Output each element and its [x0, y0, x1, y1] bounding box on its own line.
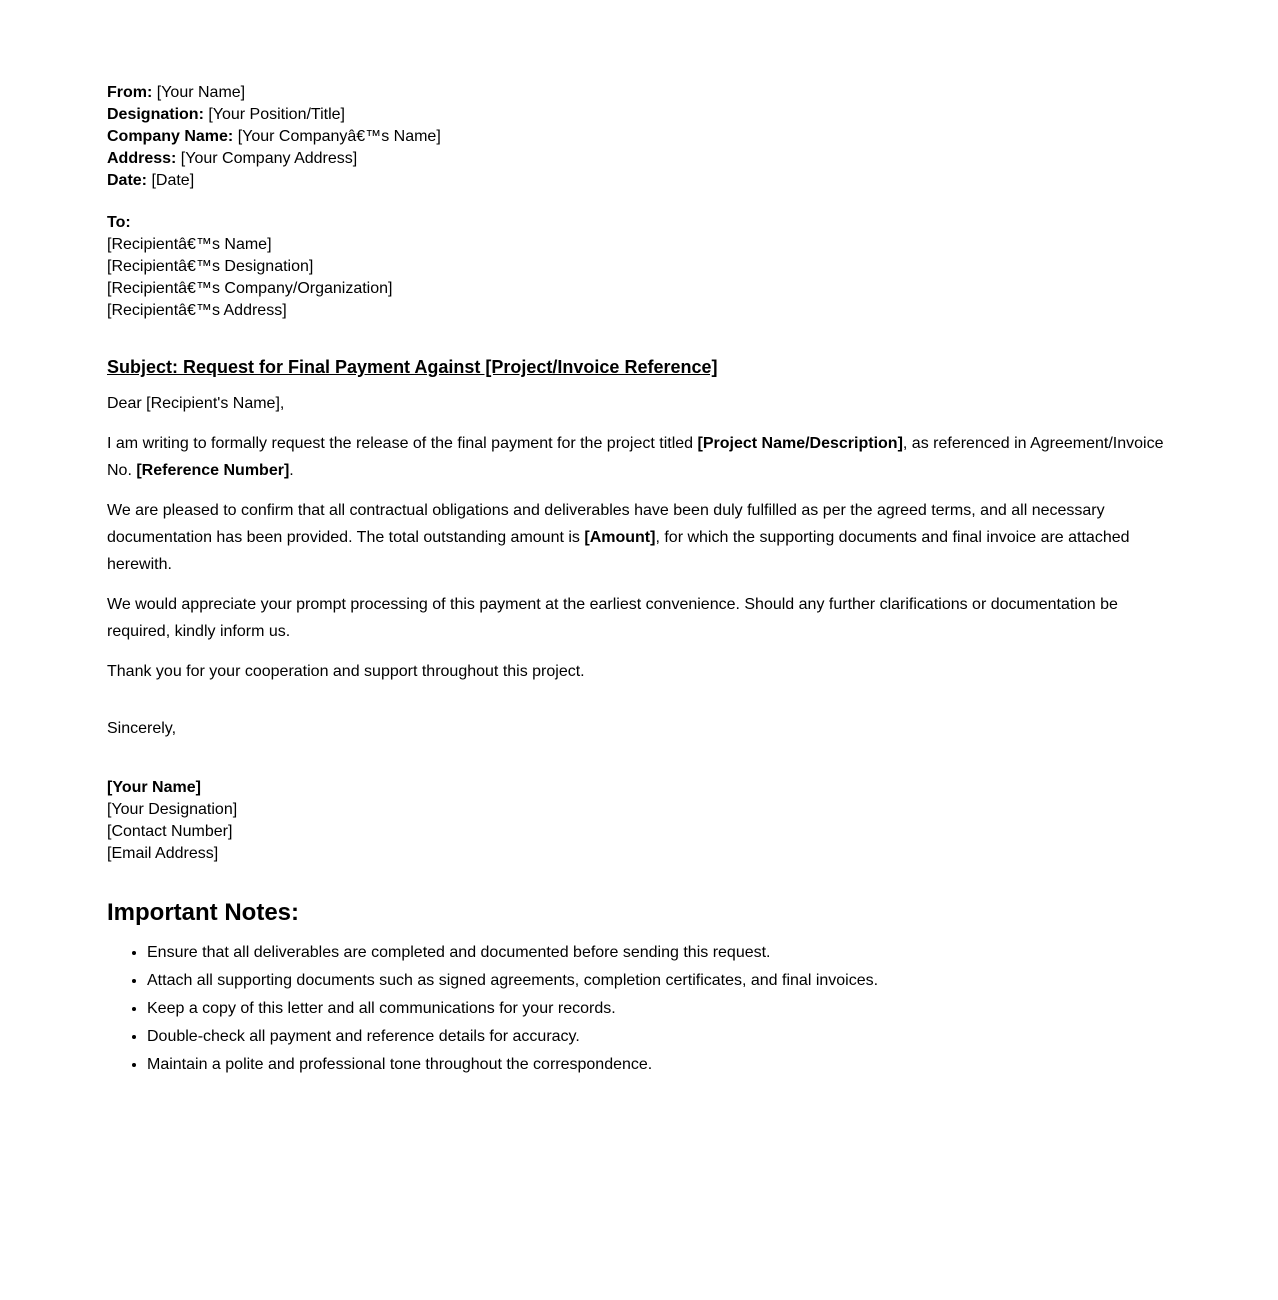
recipient-line: [Recipientâ€™s Designation]	[107, 258, 314, 275]
field-label: To:	[107, 214, 131, 231]
text-segment: We would appreciate your prompt processing of this payment at the earliest convenience. Should any further clarifications or documentation be required, kindly inform us.	[107, 596, 1118, 640]
text-segment: Thank you for your cooperation and support throughout this project.	[107, 663, 585, 680]
note-item: • Maintain a polite and professional tone throughout the correspondence.	[147, 1051, 1171, 1078]
sender-block	[107, 82, 1171, 192]
field-label: From:	[107, 84, 153, 101]
field-value: [Your Position/Title]	[203, 106, 345, 123]
body-paragraph	[107, 497, 1171, 578]
text-segment: [Project Name/Description]	[697, 435, 903, 452]
signature-block	[107, 777, 1171, 865]
body-paragraph	[107, 658, 1171, 685]
field-value: [Your Companyâ€™s Name]	[233, 128, 441, 145]
signature-line: [Contact Number]	[107, 823, 233, 840]
field-label: Designation:	[107, 106, 204, 123]
text-segment: [Reference Number]	[136, 462, 290, 479]
field-label: Address:	[107, 150, 177, 167]
field-value: [Your Name]	[152, 84, 246, 101]
closing: Sincerely,	[107, 720, 177, 737]
recipient-block	[107, 212, 1171, 322]
notes-list	[107, 939, 1171, 1078]
signature-line: [Email Address]	[107, 845, 219, 862]
text-segment: , for which the supporting documents and final invoice are attached herewith.	[107, 529, 1130, 573]
body-paragraph	[107, 591, 1171, 645]
text-segment: I am writing to formally request the release of the final payment for the project titled	[107, 435, 698, 452]
signature-line: [Your Designation]	[107, 801, 238, 818]
note-item: • Attach all supporting documents such as signed agreements, completion certificates, and final invoices.	[147, 967, 1171, 994]
field-label: Date:	[107, 172, 148, 189]
signature-name: [Your Name]	[107, 779, 201, 796]
recipient-line: [Recipientâ€™s Name]	[107, 236, 272, 253]
text-segment: We are pleased to confirm that all contractual obligations and deliverables have been duly fulfilled as per the agreed terms, and all necessary documentation has been provided. The total outstanding amount is	[107, 502, 1105, 546]
recipient-line: [Recipientâ€™s Address]	[107, 302, 287, 319]
salutation: Dear [Recipient's Name],	[107, 395, 285, 412]
field-label: Company Name:	[107, 128, 234, 145]
text-segment: , as referenced in Agreement/Invoice No.	[107, 435, 1164, 479]
text-segment: [Amount]	[584, 529, 656, 546]
body-paragraphs	[107, 430, 1171, 685]
field-value: [Date]	[147, 172, 195, 189]
field-value: [Your Company Address]	[176, 150, 358, 167]
note-item: • Keep a copy of this letter and all communications for your records.	[147, 995, 1171, 1022]
note-item: • Double-check all payment and reference details for accuracy.	[147, 1023, 1171, 1050]
note-item: • Ensure that all deliverables are completed and documented before sending this request.	[147, 939, 1171, 966]
body-paragraph	[107, 430, 1171, 484]
text-segment: .	[289, 462, 294, 479]
recipient-line: [Recipientâ€™s Company/Organization]	[107, 280, 393, 297]
subject-line: Subject: Request for Final Payment Against [Project/Invoice Reference]	[107, 357, 718, 377]
notes-heading: Important Notes:	[107, 899, 299, 926]
